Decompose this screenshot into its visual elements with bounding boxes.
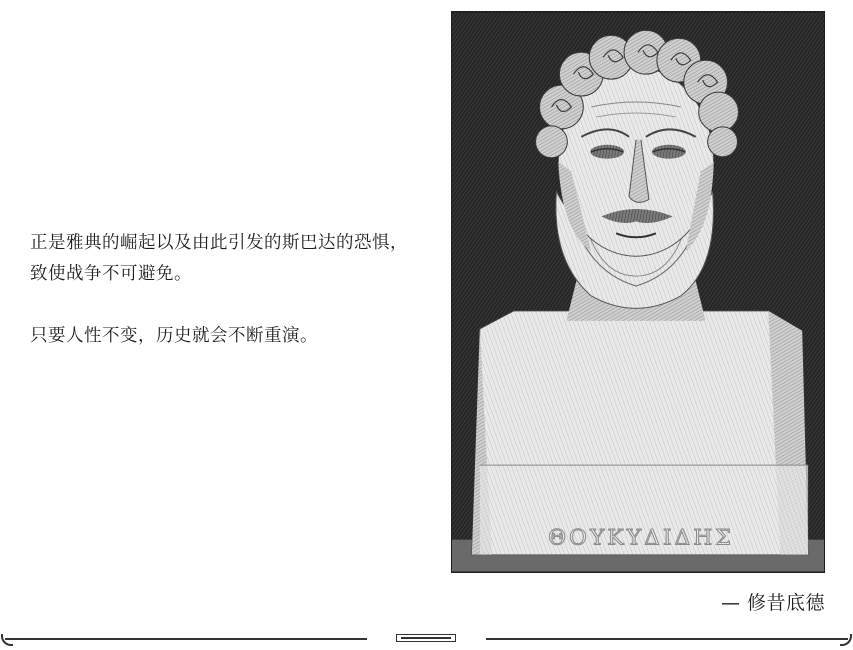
divider-ornament — [396, 634, 456, 642]
thucydides-bust-engraving — [451, 11, 825, 573]
divider-line-right — [486, 638, 848, 640]
quote-text — [30, 228, 425, 383]
divider-line-left — [5, 638, 367, 640]
bust-inscription: ΘΟΥΚΥΔΙΔΗΣ — [548, 525, 734, 551]
bust-illustration — [452, 12, 824, 572]
quote-line-2: 只要人性不变，历史就会不断重演。 — [30, 326, 318, 346]
quote-line-1: 正是雅典的崛起以及由此引发的斯巴达的恐惧，致使战争不可避免。 — [30, 233, 408, 284]
quote-attribution: — 修昔底德 — [720, 592, 825, 614]
